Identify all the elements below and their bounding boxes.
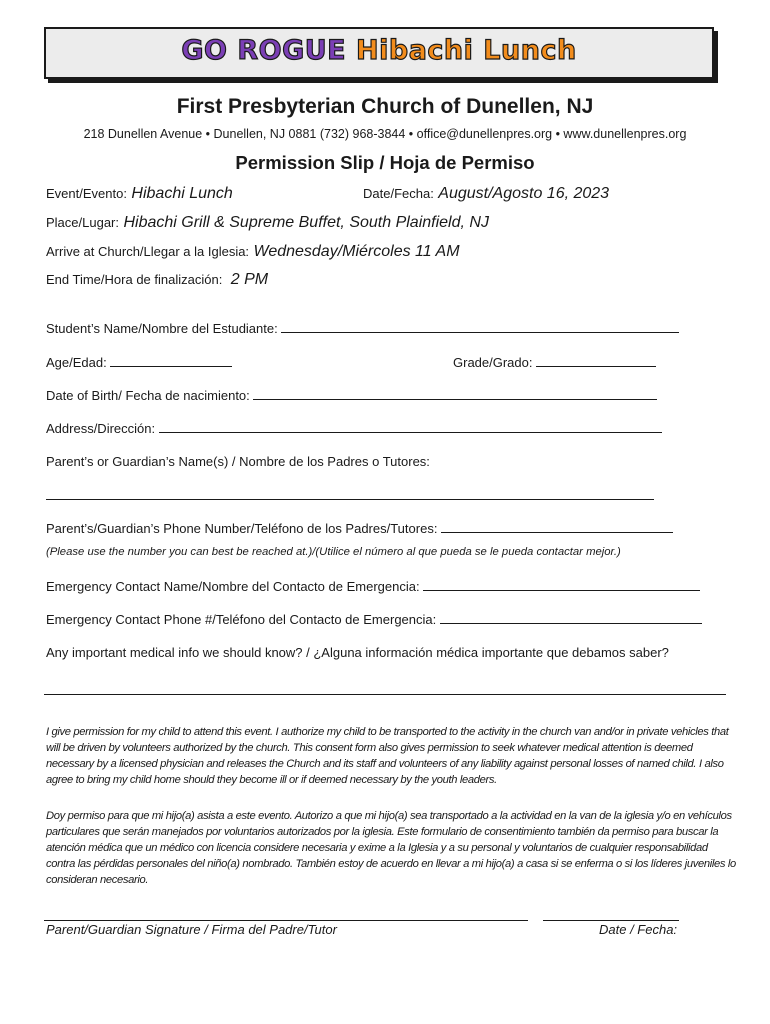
event-value: Hibachi Lunch xyxy=(131,185,233,202)
event-row xyxy=(46,185,233,203)
emergency-phone-field[interactable] xyxy=(46,611,702,627)
place-label: Place/Lugar: xyxy=(46,215,119,230)
guardian-names-label: Parent’s or Guardian’s Name(s) / Nombre de los Padres o Tutores: xyxy=(46,454,430,469)
medical-answer-line[interactable] xyxy=(44,694,726,695)
grade-field[interactable] xyxy=(453,354,656,370)
banner-go-rogue: GO ROGUE xyxy=(181,35,347,66)
address-label: Address/Dirección: xyxy=(46,421,156,436)
banner-title xyxy=(46,35,712,66)
age-label: Age/Edad: xyxy=(46,355,107,370)
arrive-label: Arrive at Church/Llegar a la Iglesia: xyxy=(46,244,250,259)
event-label: Event/Evento: xyxy=(46,186,127,201)
guardian-phone-field[interactable] xyxy=(46,520,673,536)
emergency-name-field[interactable] xyxy=(46,578,700,594)
student-name-blank[interactable] xyxy=(281,320,679,333)
guardian-phone-label: Parent’s/Guardian’s Phone Number/Teléfono de los Padres/Tutores: xyxy=(46,521,438,536)
emergency-name-blank[interactable] xyxy=(423,578,700,591)
age-blank[interactable] xyxy=(110,354,232,367)
consent-spanish: Doy permiso para que mi hijo(a) asista a este evento. Autorizo a que mi hijo(a) sea transportado a la actividad en la van de la iglesia y/o en vehículos particulares que serán manejados por voluntarios autorizados por la iglesia. Este formulario de consentimiento también da permiso para buscar la atención médica que un médico con licencia considere necesaria y exime a la Iglesia y a su personal y voluntarios de cualquier responsabilidad contra las pérdidas personales del niño(a) nombrado. También estoy de acuerdo en llevar a mi hijo(a) a casa si se enferma o si los líderes juveniles lo consideran necesario. xyxy=(46,810,736,886)
address-field[interactable] xyxy=(46,420,662,436)
end-time-value: 2 PM xyxy=(230,271,269,288)
place-row xyxy=(46,214,489,232)
guardian-phone-blank[interactable] xyxy=(441,520,673,533)
event-banner xyxy=(44,27,714,79)
church-name: First Presbyterian Church of Dunellen, NJ xyxy=(176,95,594,118)
dob-field[interactable] xyxy=(46,387,657,403)
end-time-row xyxy=(46,271,268,289)
emergency-phone-label: Emergency Contact Phone #/Teléfono del Contacto de Emergencia: xyxy=(46,612,437,627)
medical-label: Any important medical info we should know? / ¿Alguna información médica importante que debamos saber? xyxy=(46,645,669,660)
date-value: August/Agosto 16, 2023 xyxy=(438,185,610,202)
church-contact: 218 Dunellen Avenue • Dunellen, NJ 0881 (732) 968-3844 • office@dunellenpres.org • www.dunellenpres.org xyxy=(83,127,687,141)
date-signature-line[interactable] xyxy=(543,920,679,921)
dob-label: Date of Birth/ Fecha de nacimiento: xyxy=(46,388,250,403)
dob-blank[interactable] xyxy=(253,387,657,400)
student-name-field[interactable] xyxy=(46,320,679,336)
grade-label: Grade/Grado: xyxy=(453,355,533,370)
place-value: Hibachi Grill & Supreme Buffet, South Plainfield, NJ xyxy=(123,214,489,231)
emergency-name-label: Emergency Contact Name/Nombre del Contacto de Emergencia: xyxy=(46,579,420,594)
banner-hibachi-lunch: Hibachi Lunch xyxy=(356,35,577,66)
phone-note: (Please use the number you can best be reached at.)/(Utilice el número al que pueda se le pueda contactar mejor.) xyxy=(46,546,621,558)
emergency-phone-blank[interactable] xyxy=(440,611,702,624)
date-row xyxy=(363,185,609,203)
guardian-signature-line[interactable] xyxy=(44,920,528,921)
address-blank[interactable] xyxy=(159,420,662,433)
grade-blank[interactable] xyxy=(536,354,656,367)
student-name-label: Student’s Name/Nombre del Estudiante: xyxy=(46,321,278,336)
date-label: Date/Fecha: xyxy=(363,186,434,201)
date-signature-label: Date / Fecha: xyxy=(599,922,678,937)
arrive-row xyxy=(46,243,460,261)
arrive-value: Wednesday/Miércoles 11 AM xyxy=(253,243,460,260)
guardian-signature-label: Parent/Guardian Signature / Firma del Padre/Tutor xyxy=(46,922,337,937)
end-time-label: End Time/Hora de finalización: xyxy=(46,272,223,287)
form-title: Permission Slip / Hoja de Permiso xyxy=(235,152,535,173)
guardian-names-blank[interactable] xyxy=(46,499,654,500)
age-field[interactable] xyxy=(46,354,232,370)
consent-english: I give permission for my child to attend this event. I authorize my child to be transported to the activity in the church van and/or in private vehicles that will be driven by volunteers authorized by the church. This consent form also gives permission to seek whatever medical attention is deemed necessary by a licensed physician and releases the Church and its staff and volunteers of any liability against personal losses of named child. I also agree to bring my child home should they become ill or if deemed necessary by the youth leaders. xyxy=(46,726,729,786)
